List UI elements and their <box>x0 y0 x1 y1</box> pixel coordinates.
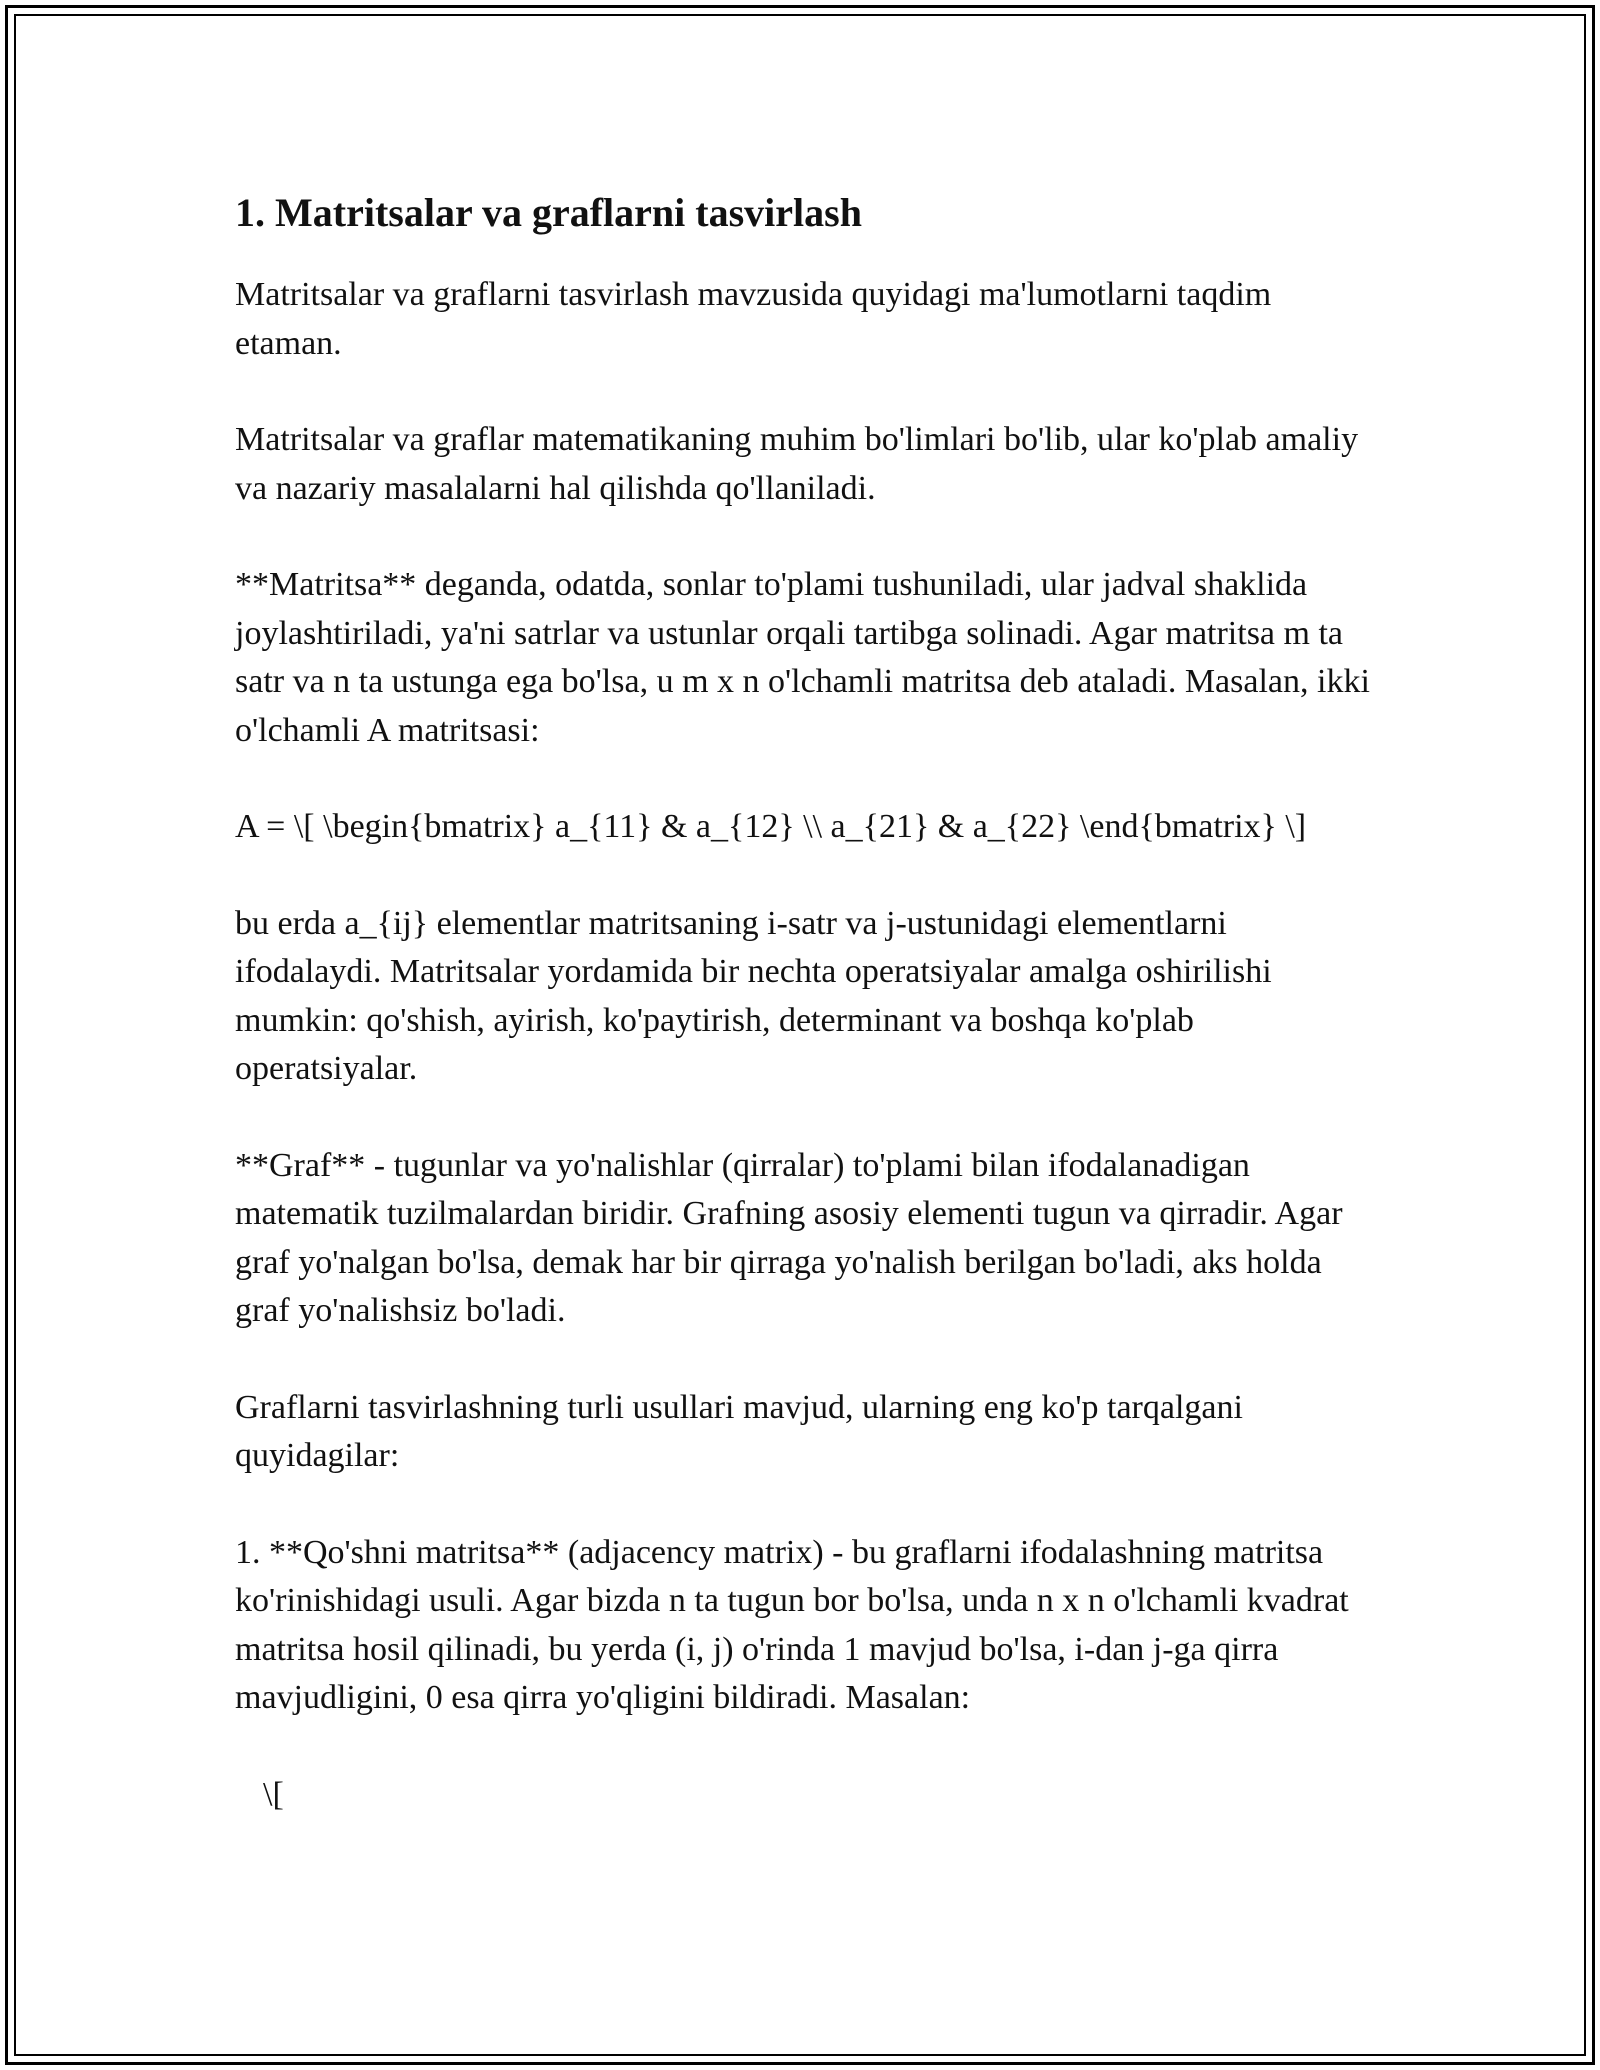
graph-representation-paragraph: Graflarni tasvirlashning turli usullari mavjud, ularning eng ko'p tarqalgani quyidagilar: <box>235 1388 1252 1474</box>
graph-definition-paragraph: **Graf** - tugunlar va yo'nalishlar (qirralar) to'plami bilan ifodalanadigan matematik tuzilmalardan biridir. Grafning asosiy elementi tugun va qirradir. Agar graf yo'nalgan bo'lsa, demak har bir qirraga yo'nalish berilgan bo'ladi, aks holda graf yo'nalishsiz bo'ladi. <box>235 1146 1352 1329</box>
formula-start: \[ <box>263 1775 284 1813</box>
section-heading: 1. Matritsalar va graflarni tasvirlash <box>235 190 862 235</box>
document-body <box>235 185 1379 1867</box>
matrix-definition-paragraph: **Matritsa** deganda, odatda, sonlar to'plami tushuniladi, ular jadval shaklida joylashtiriladi, ya'ni satrlar va ustunlar orqali tartibga solinadi. Agar matritsa m ta satr va n ta ustunga ega bo'lsa, u m x n o'lchamli matritsa deb ataladi. Masalan, ikki o'lchamli A matritsasi: <box>235 566 1379 749</box>
overview-paragraph: Matritsalar va graflar matematikaning muhim bo'limlari bo'lib, ular ko'plab amaliy va nazariy masalalarni hal qilishda qo'llaniladi. <box>235 421 1367 507</box>
matrix-elements-paragraph: bu erda a_{ij} elementlar matritsaning i-satr va j-ustunidagi elementlarni ifodalaydi. Matritsalar yordamida bir nechta operatsiyalar amalga oshirilishi mumkin: qo'shish, ayirish, ko'paytirish, determinant va boshqa ko'plab operatsiyalar. <box>235 904 1281 1087</box>
matrix-formula: A = \[ \begin{bmatrix} a_{11} & a_{12} \\ a_{21} & a_{22} \end{bmatrix} \] <box>235 808 1307 845</box>
adjacency-matrix-paragraph: 1. **Qo'shni matritsa** (adjacency matrix) - bu graflarni ifodalashning matritsa ko'rinishidagi usuli. Agar bizda n ta tugun bor bo'lsa, unda n x n o'lchamli kvadrat matritsa hosil qilinadi, bu yerda (i, j) o'rinda 1 mavjud bo'lsa, i-dan j-ga qirra mavjudligini, 0 esa qirra yo'qligini bildiradi. Masalan: <box>235 1533 1358 1716</box>
intro-paragraph: Matritsalar va graflarni tasvirlash mavzusida quyidagi ma'lumotlarni taqdim etaman. <box>235 276 1280 362</box>
